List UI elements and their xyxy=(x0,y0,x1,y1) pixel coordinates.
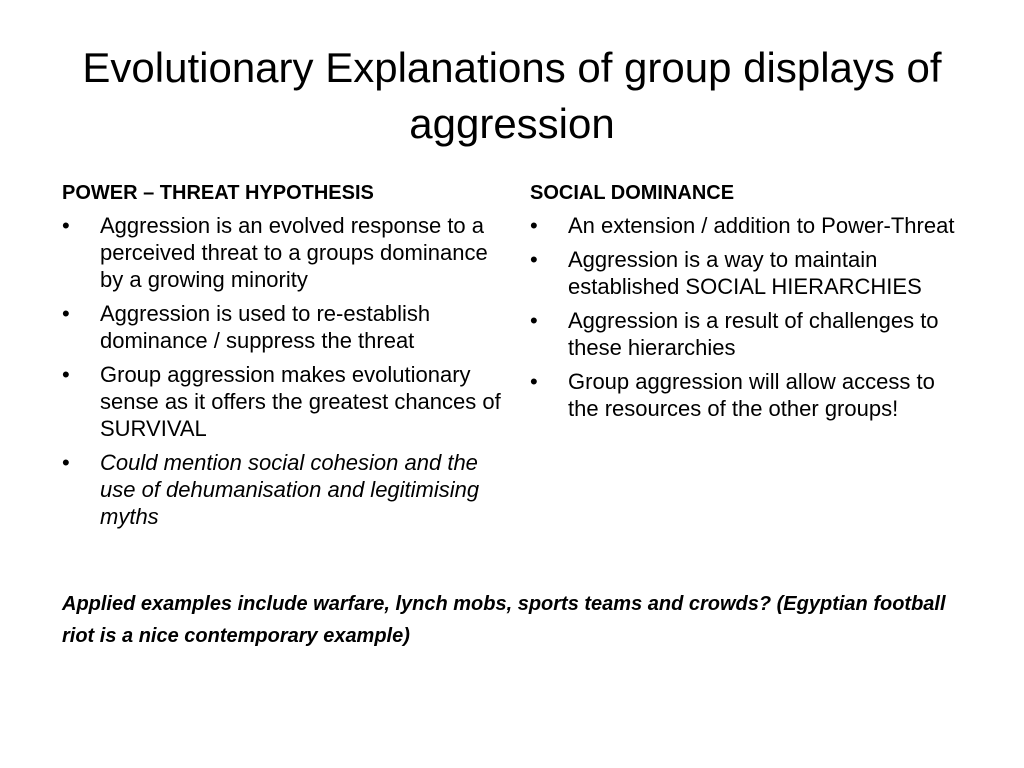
bullet-icon: • xyxy=(530,213,538,238)
bullet-text: Aggression is used to re-establish dominance / suppress the threat xyxy=(100,301,431,353)
bullet-text: Aggression is a way to maintain established SOCIAL HIERARCHIES xyxy=(568,247,922,299)
slide-title: Evolutionary Explanations of group displays of aggression xyxy=(82,44,942,147)
bullet-text: Aggression is an evolved response to a perceived threat to a groups dominance by a growing minority xyxy=(100,213,488,292)
bullet-text: Group aggression will allow access to the resources of the other groups! xyxy=(568,369,935,421)
list-item xyxy=(530,246,970,300)
applied-examples-note: Applied examples include warfare, lynch mobs, sports teams and crowds? (Egyptian football riot is a nice contemporary example) xyxy=(62,593,946,647)
bullet-text: Aggression is a result of challenges to these hierarchies xyxy=(568,308,939,360)
bullet-text: Group aggression makes evolutionary sense as it offers the greatest chances of SURVIVAL xyxy=(100,362,501,441)
list-item xyxy=(62,361,502,442)
bullet-icon: • xyxy=(62,301,70,326)
bullet-icon: • xyxy=(530,369,538,394)
bullet-text: Could mention social cohesion and the use of dehumanisation and legitimising myths xyxy=(100,450,480,529)
list-item xyxy=(530,307,970,361)
list-item xyxy=(62,300,502,354)
left-column xyxy=(62,180,502,537)
right-column xyxy=(530,180,970,429)
list-item xyxy=(62,449,502,530)
right-column-heading: SOCIAL DOMINANCE xyxy=(530,182,735,204)
bullet-icon: • xyxy=(62,450,70,475)
bullet-icon: • xyxy=(530,308,538,333)
bullet-icon: • xyxy=(530,247,538,272)
list-item xyxy=(62,212,502,293)
list-item xyxy=(530,212,970,239)
bullet-icon: • xyxy=(62,213,70,238)
list-item xyxy=(530,368,970,422)
bullet-text: An extension / addition to Power-Threat xyxy=(568,213,955,238)
left-bullet-list xyxy=(62,212,502,530)
bullet-icon: • xyxy=(62,362,70,387)
right-bullet-list xyxy=(530,212,970,422)
left-column-heading: POWER – THREAT HYPOTHESIS xyxy=(62,182,374,204)
